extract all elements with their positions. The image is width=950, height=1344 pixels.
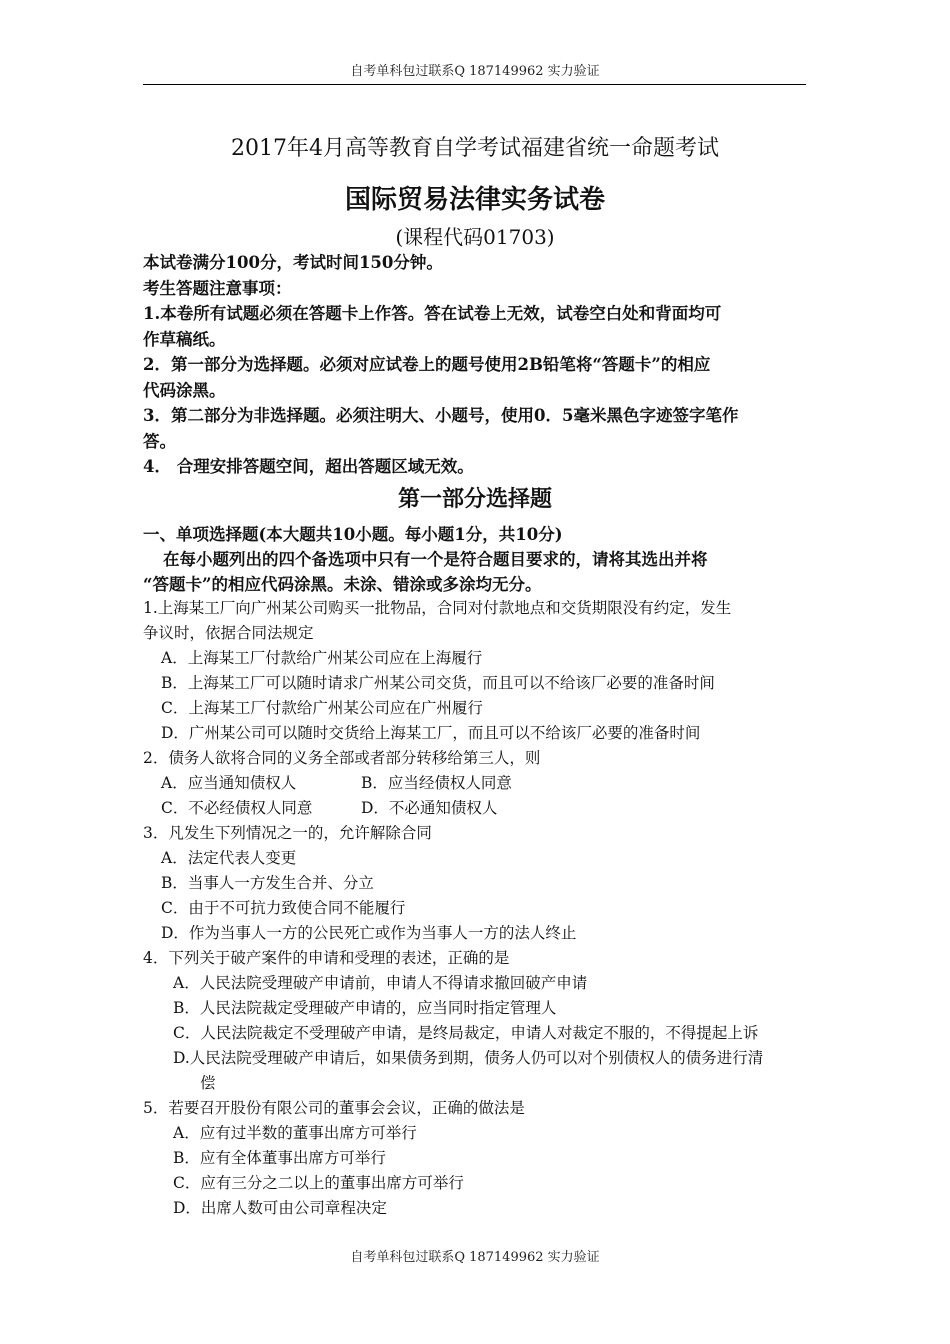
notes-heading: 考生答题注意事项： xyxy=(143,278,292,298)
question-5-option-c: C．应有三分之二以上的董事出席方可举行 xyxy=(173,1174,464,1192)
question-3-option-a: A．法定代表人变更 xyxy=(161,849,297,867)
question-3-stem: 3．凡发生下列情况之一的，允许解除合同 xyxy=(143,824,432,842)
question-3-option-b: B．当事人一方发生合并、分立 xyxy=(161,874,374,892)
question-5-option-a: A．应有过半数的董事出席方可举行 xyxy=(173,1124,417,1142)
note-2-line-a: 2．第一部分为选择题。必须对应试卷上的题号使用2B铅笔将“答题卡”的相应 xyxy=(143,355,711,374)
note-1-line-b: 作草稿纸。 xyxy=(143,329,226,349)
question-1-option-d: D．广州某公司可以随时交货给上海某工厂，而且可以不给该厂必要的准备时间 xyxy=(161,724,701,742)
question-3-option-d: D．作为当事人一方的公民死亡或作为当事人一方的法人终止 xyxy=(161,924,577,942)
note-1-line-a: 1.本卷所有试题必须在答题卡上作答。答在试卷上无效，试卷空白处和背面均可 xyxy=(143,304,722,323)
question-5-option-d: D．出席人数可由公司章程决定 xyxy=(173,1199,387,1217)
question-1-option-a: A．上海某工厂付款给广州某公司应在上海履行 xyxy=(161,649,483,667)
exam-notes xyxy=(143,250,811,480)
question-4-option-c: C．人民法院裁定不受理破产申请，是终局裁定，申请人对裁定不服的，不得提起上诉 xyxy=(173,1024,759,1042)
notes-score-time: 本试卷满分100分，考试时间150分钟。 xyxy=(143,253,443,272)
page-footer: 自考单科包过联系Q 187149962 实力验证 xyxy=(350,1250,600,1265)
section-one xyxy=(143,522,811,597)
exam-title: 2017年4月高等教育自学考试福建省统一命题考试 xyxy=(231,136,719,161)
question-4-option-d-a: D.人民法院受理破产申请后，如果债务到期，债务人仍可以对个别债权人的债务进行清 xyxy=(173,1049,764,1067)
question-1-option-b: B．上海某工厂可以随时请求广州某公司交货，而且可以不给该厂必要的准备时间 xyxy=(161,674,715,692)
question-4-option-b: B．人民法院裁定受理破产申请的，应当同时指定管理人 xyxy=(173,999,557,1017)
question-2-option-d: D．不必通知债权人 xyxy=(361,799,498,817)
section-instruction-b: “答题卡”的相应代码涂黑。未涂、错涂或多涂均无分。 xyxy=(143,575,542,594)
note-4: 4． 合理安排答题空间，超出答题区域无效。 xyxy=(143,457,474,476)
question-1-option-c: C．上海某工厂付款给广州某公司应在广州履行 xyxy=(161,699,483,717)
note-3-line-b: 答。 xyxy=(143,431,176,451)
question-2-stem: 2．债务人欲将合同的义务全部或者部分转移给第三人，则 xyxy=(143,749,541,767)
question-5-option-b: B．应有全体董事出席方可举行 xyxy=(173,1149,386,1167)
part-one-title: 第一部分选择题 xyxy=(397,486,552,512)
header-divider xyxy=(143,84,806,85)
question-3-option-c: C．由于不可抗力致使合同不能履行 xyxy=(161,899,406,917)
question-2-options-row-2 xyxy=(143,796,811,821)
section-instruction-a: 在每小题列出的四个备选项中只有一个是符合题目要求的，请将其选出并将 xyxy=(163,550,708,569)
page-header: 自考单科包过联系Q 187149962 实力验证 xyxy=(350,64,600,79)
question-4-option-a: A．人民法院受理破产申请前，申请人不得请求撤回破产申请 xyxy=(173,974,588,992)
question-2-option-b: B．应当经债权人同意 xyxy=(361,774,512,792)
question-list xyxy=(143,596,811,1221)
section-heading: 一、单项选择题(本大题共10小题。每小题1分，共10分) xyxy=(143,525,563,544)
question-1-stem-b: 争议时，依据合同法规定 xyxy=(143,624,314,642)
paper-title: 国际贸易法律实务试卷 xyxy=(344,185,605,215)
question-4-stem: 4．下列关于破产案件的申请和受理的表述，正确的是 xyxy=(143,949,510,967)
note-2-line-b: 代码涂黑。 xyxy=(143,380,226,400)
question-4-option-d-b: 偿 xyxy=(200,1074,216,1092)
question-2-option-c: C．不必经债权人同意 xyxy=(161,799,313,817)
note-3-line-a: 3．第二部分为非选择题。必须注明大、小题号，使用0．5毫米黑色字迹签字笔作 xyxy=(143,406,739,425)
question-1-stem-a: 1.上海某工厂向广州某公司购买一批物品，合同对付款地点和交货期限没有约定，发生 xyxy=(143,599,732,617)
question-2-option-a: A．应当通知债权人 xyxy=(161,774,297,792)
question-5-stem: 5．若要召开股份有限公司的董事会会议，正确的做法是 xyxy=(143,1099,525,1117)
question-2-options-row-1 xyxy=(143,771,811,796)
course-code: (课程代码01703) xyxy=(395,225,555,249)
